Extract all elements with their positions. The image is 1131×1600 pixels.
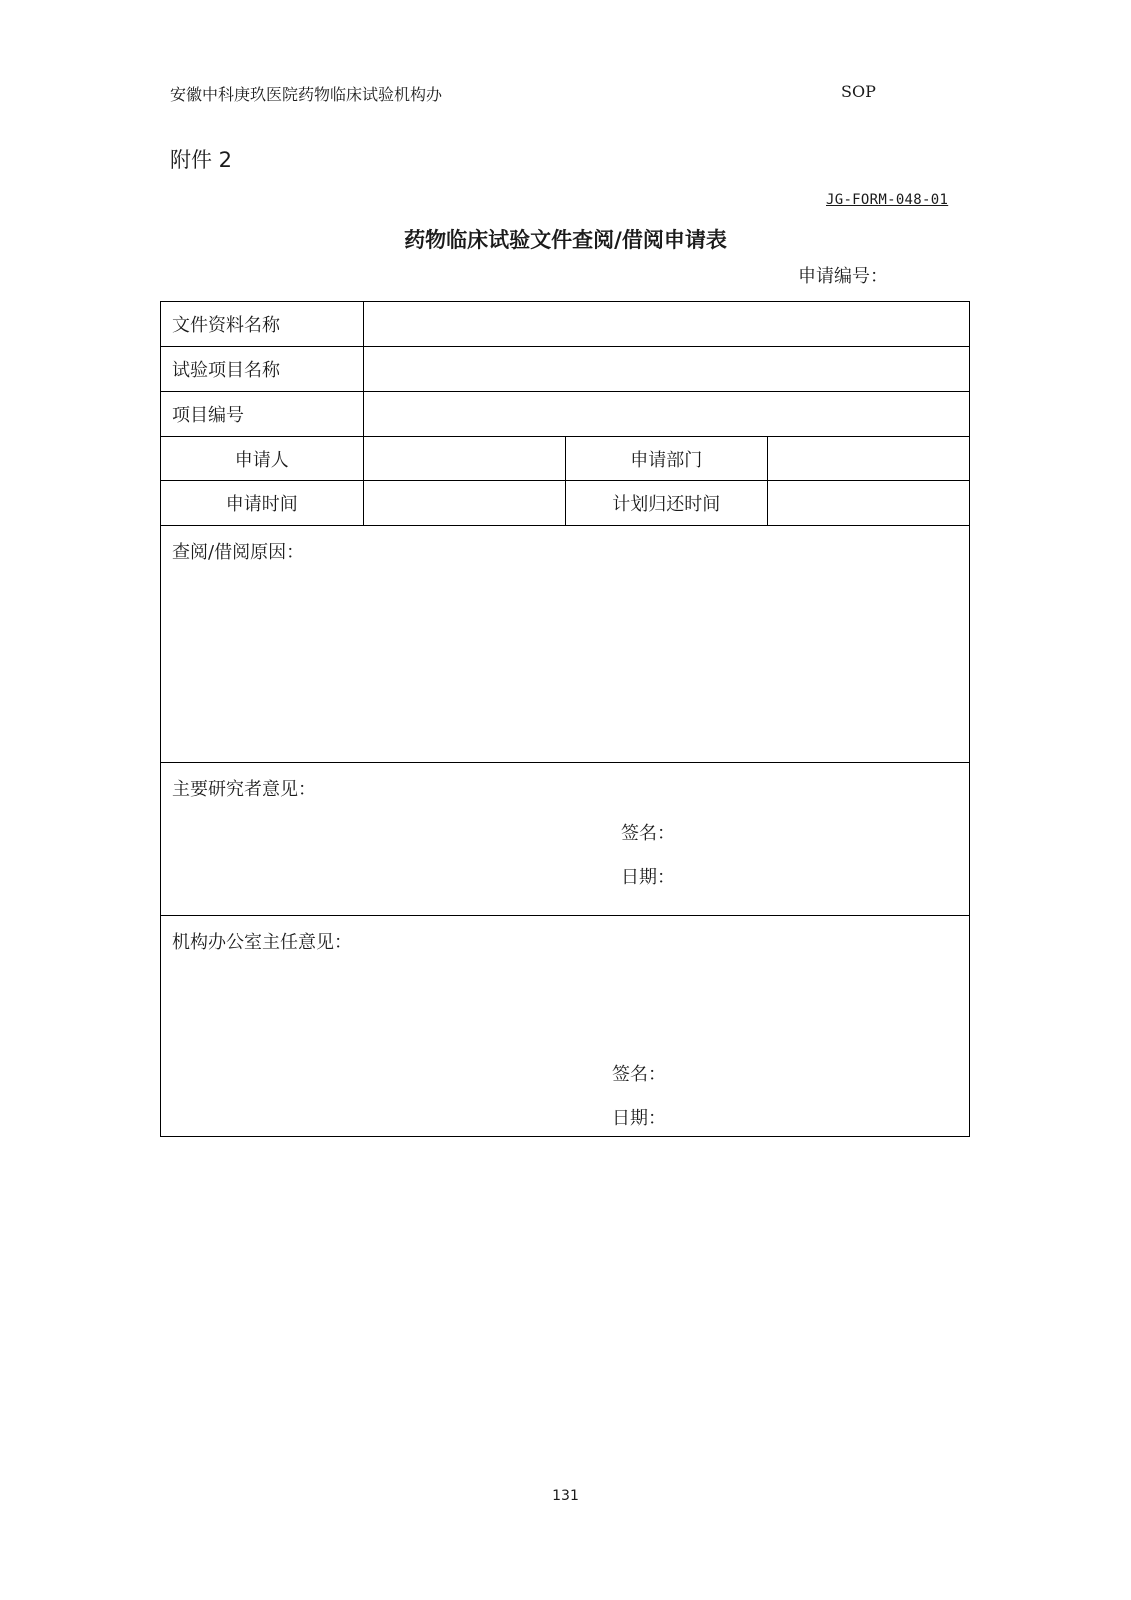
- row-project-number: [161, 392, 969, 437]
- office-date-label: 日期：: [612, 1108, 666, 1129]
- office-signature-label: 签名：: [612, 1064, 666, 1085]
- document-name-label: 文件资料名称: [161, 302, 364, 346]
- application-number-label: 申请编号：: [798, 266, 888, 287]
- return-time-label: 计划归还时间: [566, 481, 768, 525]
- applicant-label: 申请人: [161, 437, 364, 480]
- pi-opinion-label: 主要研究者意见：: [172, 779, 316, 800]
- applicant-field[interactable]: [364, 437, 567, 480]
- page-number: 131: [552, 1488, 579, 1504]
- row-trial-name: [161, 347, 969, 392]
- pi-date-label: 日期：: [621, 867, 675, 888]
- application-form-table: [160, 301, 970, 1137]
- row-apply-return-time: [161, 481, 969, 526]
- apply-time-label: 申请时间: [161, 481, 364, 525]
- header-institution: 安徽中科庚玖医院药物临床试验机构办: [170, 85, 443, 104]
- reason-section[interactable]: [161, 526, 969, 763]
- project-number-label: 项目编号: [161, 392, 364, 436]
- department-field[interactable]: [768, 437, 970, 480]
- office-opinion-section[interactable]: [161, 916, 969, 1136]
- header-doc-type: SOP: [841, 82, 876, 101]
- department-label: 申请部门: [566, 437, 768, 480]
- row-applicant-department: [161, 437, 969, 481]
- pi-signature-label: 签名：: [621, 823, 675, 844]
- reason-label: 查阅/借阅原因：: [172, 542, 305, 563]
- pi-opinion-section[interactable]: [161, 763, 969, 916]
- trial-name-label: 试验项目名称: [161, 347, 364, 391]
- trial-name-field[interactable]: [364, 347, 969, 391]
- apply-time-field[interactable]: [364, 481, 567, 525]
- row-document-name: [161, 302, 969, 347]
- form-title: 药物临床试验文件查阅/借阅申请表: [404, 228, 727, 252]
- return-time-field[interactable]: [768, 481, 970, 525]
- form-code: JG-FORM-048-01: [826, 192, 949, 208]
- attachment-label: 附件 2: [170, 148, 233, 172]
- document-name-field[interactable]: [364, 302, 969, 346]
- project-number-field[interactable]: [364, 392, 969, 436]
- office-opinion-label: 机构办公室主任意见：: [172, 932, 352, 953]
